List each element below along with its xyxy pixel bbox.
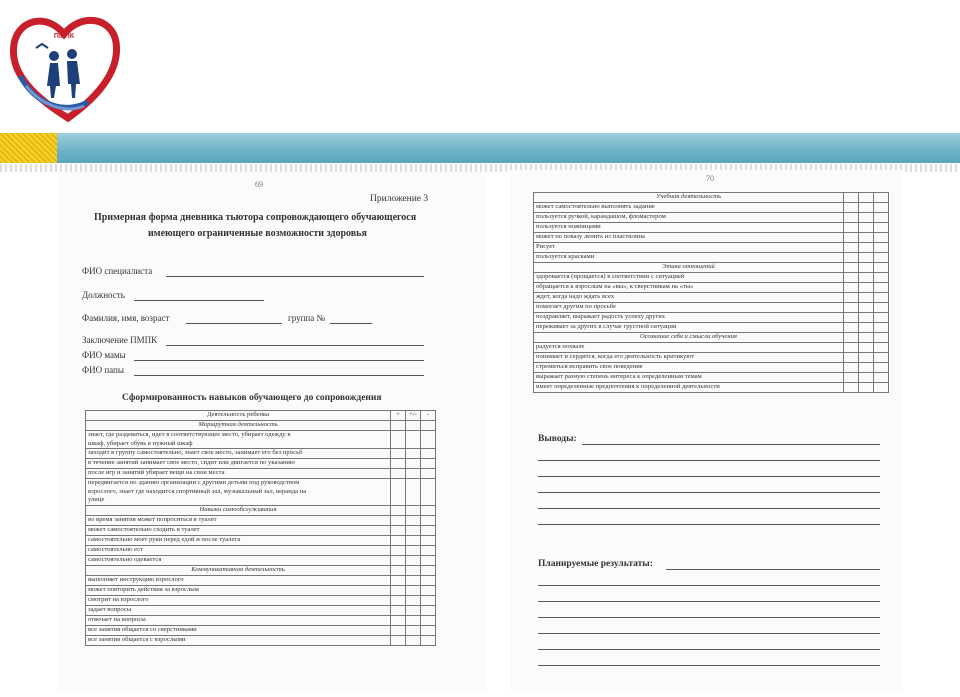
skill-text: выполняет инструкцию взрослого: [88, 575, 184, 583]
mark-cell: [874, 353, 889, 363]
table-row: [534, 363, 889, 373]
conclusions-line-4: [538, 492, 880, 493]
skill-cell: [534, 213, 844, 223]
mark-cell: [874, 213, 889, 223]
skill-text: может самостоятельно сходить в туалет: [88, 525, 200, 533]
table-row: [534, 353, 889, 363]
left-page: [58, 172, 486, 692]
mark-cell: [406, 505, 421, 515]
conclusions-line-3: [538, 476, 880, 477]
banner-blue-bar: [57, 133, 960, 163]
logo-child-head-2: [67, 49, 77, 59]
skill-cell: [534, 243, 844, 253]
logo-child-body-1: [47, 63, 60, 98]
skill-cell: [86, 615, 391, 625]
skill-text: улице: [88, 496, 105, 503]
skill-text: смотрит на взрослого: [88, 595, 149, 603]
mark-cell: [406, 575, 421, 585]
skill-cell: [534, 303, 844, 313]
mark-cell: [859, 193, 874, 203]
mark-cell: [391, 575, 406, 585]
mark-cell: [874, 193, 889, 203]
mark-cell: [421, 635, 436, 645]
skill-cell: [86, 449, 391, 459]
mark-cell: [391, 595, 406, 605]
mark-cell: [391, 545, 406, 555]
skill-cell: [86, 469, 391, 479]
header-activity: Деятельность ребенка: [86, 411, 391, 421]
table-row: [534, 233, 889, 243]
mark-cell: [421, 459, 436, 469]
mark-cell: [859, 223, 874, 233]
mark-cell: [844, 273, 859, 283]
skill-text: шкаф, убирает обувь в нужный шкаф: [88, 439, 193, 447]
skill-text: переживает за других в случае грустной ситуации: [536, 323, 677, 330]
mark-cell: [421, 469, 436, 479]
skills-table-right: [533, 192, 889, 393]
table-row: [534, 383, 889, 393]
mark-cell: [406, 565, 421, 575]
section-title: Коммуникативная деятельность: [86, 565, 391, 575]
mark-cell: [859, 303, 874, 313]
mark-cell: [859, 243, 874, 253]
mark-cell: [406, 635, 421, 645]
planned-results-label: Планируемые результаты:: [538, 559, 653, 569]
section-title: Учебная деятельность: [534, 193, 844, 203]
mark-cell: [859, 373, 874, 383]
mark-cell: [859, 203, 874, 213]
field-line-group: [330, 323, 372, 324]
skill-cell: [86, 535, 391, 545]
mark-cell: [874, 383, 889, 393]
skill-cell: [534, 313, 844, 323]
mark-cell: [421, 585, 436, 595]
skill-cell: [534, 373, 844, 383]
mark-cell: [421, 449, 436, 459]
skill-cell: [86, 459, 391, 469]
skill-text: помогает другим по просьбе: [536, 303, 617, 310]
mark-cell: [874, 313, 889, 323]
table-row: [534, 243, 889, 253]
field-label-specialist: ФИО специалиста: [82, 266, 153, 276]
mark-cell: [391, 505, 406, 515]
mark-cell: [874, 363, 889, 373]
table-row: [86, 479, 436, 506]
mark-cell: [859, 233, 874, 243]
mark-cell: [874, 343, 889, 353]
mark-cell: [844, 293, 859, 303]
skill-cell: [534, 223, 844, 233]
planned-line-1: [666, 569, 880, 570]
mark-cell: [421, 431, 436, 449]
form-title-line1: Примерная форма дневника тьютора сопровождающего обучающегося: [94, 212, 417, 223]
table-row: [86, 535, 436, 545]
table-row: [534, 323, 889, 333]
mark-cell: [406, 479, 421, 506]
mark-cell: [874, 233, 889, 243]
skill-cell: [534, 323, 844, 333]
mark-cell: [844, 253, 859, 263]
skills-table-left: [85, 410, 436, 646]
mark-cell: [391, 555, 406, 565]
table-row: [86, 469, 436, 479]
section-row: [86, 565, 436, 575]
skill-cell: [86, 479, 391, 506]
planned-line-6: [538, 649, 880, 650]
skill-cell: [86, 515, 391, 525]
mark-cell: [874, 373, 889, 383]
mark-cell: [406, 449, 421, 459]
skill-cell: [86, 595, 391, 605]
mark-cell: [874, 333, 889, 343]
mark-cell: [406, 595, 421, 605]
mark-cell: [844, 373, 859, 383]
planned-line-7: [538, 665, 880, 666]
header-banner: [0, 133, 960, 163]
skill-cell: [534, 203, 844, 213]
mark-cell: [421, 575, 436, 585]
mark-cell: [859, 333, 874, 343]
form-title-line2: имеющего ограниченные возможности здоровья: [148, 228, 367, 239]
mark-cell: [421, 479, 436, 506]
mark-cell: [859, 363, 874, 373]
section-row: [534, 333, 889, 343]
section-row: [86, 421, 436, 431]
mark-cell: [421, 595, 436, 605]
table-row: [534, 253, 889, 263]
mark-cell: [844, 383, 859, 393]
table-row: [534, 313, 889, 323]
table-row: [86, 459, 436, 469]
field-label-mother: ФИО мамы: [82, 350, 126, 360]
planned-line-3: [538, 601, 880, 602]
table-row: [86, 555, 436, 565]
skill-cell: [86, 555, 391, 565]
skill-text: Рисует: [536, 243, 556, 250]
section-row: [86, 505, 436, 515]
mark-cell: [421, 545, 436, 555]
mark-cell: [844, 323, 859, 333]
table-row: [86, 545, 436, 555]
skill-text: может повторить действия за взрослым: [88, 585, 199, 593]
planned-line-2: [538, 585, 880, 586]
mark-cell: [391, 625, 406, 635]
mark-cell: [859, 283, 874, 293]
field-line-position: [134, 300, 264, 301]
table-row: [86, 605, 436, 615]
logo-child-head-1: [49, 51, 59, 61]
skill-cell: [86, 525, 391, 535]
table-title: Сформированность навыков обучающего до сопровождения: [122, 393, 382, 403]
mark-cell: [391, 449, 406, 459]
table-header-row: [86, 411, 436, 421]
mark-cell: [391, 515, 406, 525]
skill-cell: [86, 635, 391, 645]
right-page-number: 70: [706, 174, 714, 183]
field-line-father: [134, 375, 424, 376]
skill-text: задает вопросы: [88, 605, 132, 613]
table-row: [86, 525, 436, 535]
skill-cell: [86, 545, 391, 555]
field-label-name-age: Фамилия, имя, возраст: [82, 313, 170, 323]
field-label-position: Должность: [82, 290, 125, 300]
mark-cell: [421, 421, 436, 431]
mark-cell: [859, 323, 874, 333]
mark-cell: [406, 535, 421, 545]
field-line-specialist: [166, 276, 424, 277]
table-row: [534, 293, 889, 303]
skill-cell: [86, 585, 391, 595]
skill-text: радуется похвале: [536, 343, 585, 350]
table-row: [86, 585, 436, 595]
mark-cell: [844, 233, 859, 243]
mark-cell: [859, 383, 874, 393]
mark-cell: [391, 431, 406, 449]
skill-cell: [534, 363, 844, 373]
mark-cell: [859, 263, 874, 273]
mark-cell: [874, 263, 889, 273]
skill-text: стремиться исправить свое поведение: [536, 363, 643, 370]
mark-cell: [874, 243, 889, 253]
table-row: [534, 273, 889, 283]
skill-cell: [534, 283, 844, 293]
mark-cell: [844, 213, 859, 223]
mark-cell: [421, 625, 436, 635]
banner-yellow-block: [0, 133, 57, 163]
mark-cell: [844, 363, 859, 373]
planned-line-5: [538, 633, 880, 634]
table-row: [86, 515, 436, 525]
pmpk-logo: [6, 6, 124, 124]
skill-text: передвигается по зданию организации с другими детьми под руководством: [88, 479, 300, 486]
mark-cell: [421, 505, 436, 515]
mark-cell: [859, 353, 874, 363]
field-label-conclusion: Заключение ПМПК: [82, 335, 158, 345]
mark-cell: [421, 565, 436, 575]
section-title: Осознание себя и смысла обучения: [534, 333, 844, 343]
mark-cell: [421, 525, 436, 535]
appendix-label: Приложение 3: [370, 194, 429, 204]
conclusions-label: Выводы:: [538, 434, 577, 444]
mark-cell: [391, 635, 406, 645]
conclusions-line-1: [582, 444, 880, 445]
skill-text: во время занятия может попроситься в туалет: [88, 515, 217, 523]
mark-cell: [406, 421, 421, 431]
logo-child-body-2: [67, 61, 80, 98]
mark-cell: [859, 213, 874, 223]
skill-text: самостоятельно одевается: [88, 555, 162, 563]
conclusions-line-5: [538, 508, 880, 509]
mark-cell: [391, 535, 406, 545]
mark-cell: [391, 615, 406, 625]
table-row: [534, 283, 889, 293]
skill-text: заходит в группу самостоятельно, знает свое место, занимает его без просьб: [88, 449, 303, 456]
section-row: [534, 263, 889, 273]
skill-text: понимает и сердится, когда его деятельность критикуют: [536, 353, 695, 360]
skill-text: после игр и занятий убирает вещи на свои места: [88, 469, 225, 476]
mark-cell: [406, 515, 421, 525]
field-line-conclusion: [166, 345, 424, 346]
mark-cell: [421, 535, 436, 545]
field-label-father: ФИО папы: [82, 365, 124, 375]
mark-cell: [391, 479, 406, 506]
skill-text: отвечает на вопросы: [88, 615, 146, 623]
skill-text: поздравляет, выражает радость успеху других: [536, 313, 666, 320]
conclusions-line-2: [538, 460, 880, 461]
skill-cell: [534, 253, 844, 263]
mark-cell: [391, 585, 406, 595]
skill-cell: [534, 233, 844, 243]
mark-cell: [406, 605, 421, 615]
skill-text: выражает разную степень интереса к определенным темам: [536, 373, 702, 380]
field-line-mother: [134, 360, 424, 361]
mark-cell: [874, 283, 889, 293]
skill-text: в течение занятий занимает свое место, сидит или двигается по указанию: [88, 459, 295, 466]
section-title: Навыки самообслуживания: [86, 505, 391, 515]
skill-text: знает, где раздеваться, идет в соответствующее место, убирает одежду в: [88, 431, 291, 438]
skill-text: обращается к взрослым на «вы», к сверстникам на «ты»: [536, 283, 694, 290]
mark-cell: [844, 303, 859, 313]
mark-cell: [406, 431, 421, 449]
mark-cell: [391, 469, 406, 479]
skill-cell: [534, 273, 844, 283]
field-line-name-age: [186, 323, 282, 324]
mark-cell: [406, 545, 421, 555]
mark-cell: [859, 273, 874, 283]
table-row: [86, 575, 436, 585]
right-page: [510, 170, 902, 692]
mark-cell: [844, 263, 859, 273]
field-label-group: группа №: [288, 313, 326, 323]
skill-text: пользуется ручкой, карандашом, фломастером: [536, 213, 666, 220]
skill-text: здоровается (прощается) в соответствии с ситуацией: [536, 273, 685, 280]
skill-cell: [86, 431, 391, 449]
mark-cell: [844, 353, 859, 363]
mark-cell: [859, 293, 874, 303]
mark-cell: [406, 469, 421, 479]
mark-cell: [874, 223, 889, 233]
skill-cell: [86, 575, 391, 585]
mark-cell: [859, 343, 874, 353]
mark-cell: [874, 293, 889, 303]
table-row: [86, 615, 436, 625]
mark-cell: [874, 253, 889, 263]
planned-line-4: [538, 617, 880, 618]
mark-cell: [421, 605, 436, 615]
header-plus: +: [391, 411, 406, 421]
table-row: [534, 213, 889, 223]
mark-cell: [844, 283, 859, 293]
conclusions-line-6: [538, 524, 880, 525]
mark-cell: [874, 303, 889, 313]
table-row: [86, 625, 436, 635]
mark-cell: [844, 203, 859, 213]
skill-cell: [534, 343, 844, 353]
table-row: [86, 449, 436, 459]
skill-text: все занятия общается с взрослыми: [88, 635, 186, 643]
mark-cell: [874, 323, 889, 333]
skill-text: может самостоятельно выполнять задание: [536, 203, 655, 210]
section-title: Этика отношений: [534, 263, 844, 273]
mark-cell: [859, 313, 874, 323]
mark-cell: [391, 605, 406, 615]
left-page-number: 69: [255, 180, 263, 189]
skill-cell: [534, 353, 844, 363]
header-plus-minus: +/-: [406, 411, 421, 421]
mark-cell: [844, 223, 859, 233]
mark-cell: [844, 193, 859, 203]
mark-cell: [844, 243, 859, 253]
skill-text: пользуется красками: [536, 253, 595, 260]
skill-text: все занятия общается со сверстниками: [88, 625, 197, 633]
table-row: [86, 431, 436, 449]
skill-cell: [534, 383, 844, 393]
table-row: [86, 635, 436, 645]
table-row: [86, 595, 436, 605]
mark-cell: [421, 615, 436, 625]
table-row: [534, 223, 889, 233]
skill-text: пользуется ножницами: [536, 223, 601, 230]
mark-cell: [406, 625, 421, 635]
mark-cell: [844, 313, 859, 323]
skill-text: самостоятельно моет руки перед едой и после туалета: [88, 535, 241, 543]
mark-cell: [844, 333, 859, 343]
skill-cell: [86, 605, 391, 615]
table-row: [534, 303, 889, 313]
table-row: [534, 373, 889, 383]
mark-cell: [406, 555, 421, 565]
mark-cell: [859, 253, 874, 263]
header-minus: -: [421, 411, 436, 421]
skill-text: самостоятельно ест: [88, 545, 143, 553]
mark-cell: [406, 615, 421, 625]
mark-cell: [391, 565, 406, 575]
skill-cell: [86, 625, 391, 635]
mark-cell: [391, 525, 406, 535]
mark-cell: [391, 459, 406, 469]
mark-cell: [421, 555, 436, 565]
section-title: Маршрутная деятельность: [86, 421, 391, 431]
mark-cell: [406, 459, 421, 469]
skill-text: имеет определенные предпочтения к определенной деятельности: [536, 383, 720, 390]
section-row: [534, 193, 889, 203]
skill-text: может по показу лепить из пластилина: [536, 233, 645, 240]
skill-cell: [534, 293, 844, 303]
skill-text: взрослого, знает где находится спортивный зал, музыкальный зал, веранда на: [88, 487, 307, 495]
mark-cell: [874, 273, 889, 283]
mark-cell: [421, 515, 436, 525]
logo-text: ПМПК: [53, 33, 75, 40]
table-row: [534, 343, 889, 353]
logo-bird: [36, 44, 48, 48]
skill-text: ждет, когда надо ждать всех: [536, 293, 615, 300]
mark-cell: [874, 203, 889, 213]
mark-cell: [406, 525, 421, 535]
mark-cell: [391, 421, 406, 431]
table-row: [534, 203, 889, 213]
mark-cell: [406, 585, 421, 595]
mark-cell: [844, 343, 859, 353]
